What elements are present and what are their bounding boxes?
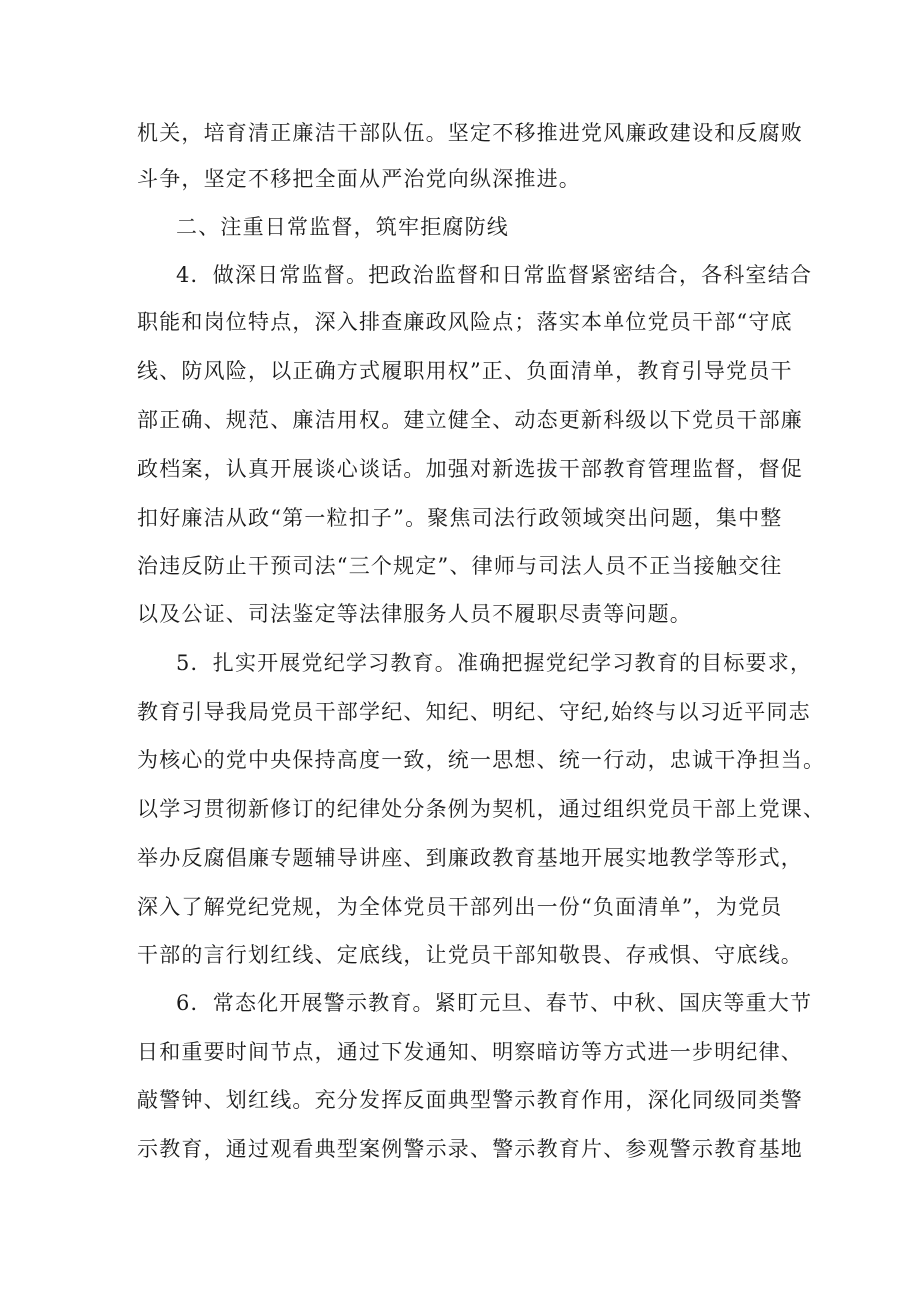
paragraph-line: 职能和岗位特点，深入排查廉政风险点；落实本单位党员干部“守底: [137, 310, 793, 334]
paragraph-line: 斗争，坚定不移把全面从严治党向纵深推进。: [137, 167, 581, 191]
paragraph-line: 日和重要时间节点，通过下发通知、明察暗访等方式进一步明纪律、: [137, 1040, 803, 1064]
paragraph-line: 治违反防止干预司法“三个规定”、律师与司法人员不正当接触交往: [137, 554, 783, 578]
paragraph-line: 干部的言行划红线、定底线，让党员干部知敬畏、存戒惧、守底线。: [137, 943, 803, 967]
paragraph-line: 4．做深日常监督。把政治监督和日常监督紧密结合，各科室结合: [176, 263, 813, 287]
paragraph-line: 为核心的党中央保持高度一致，统一思想、统一行动，忠诚干净担当。: [137, 748, 826, 772]
paragraph-line: 部正确、规范、廉洁用权。建立健全、动态更新科级以下党员干部廉: [137, 408, 803, 432]
paragraph-line: 机关，培育清正廉洁干部队伍。坚定不移推进党风廉政建设和反腐败: [137, 121, 803, 145]
paragraph-line: 6．常态化开展警示教育。紧盯元旦、春节、中秋、国庆等重大节: [176, 991, 813, 1015]
paragraph-line: 扣好廉洁从政“第一粒扣子”。聚焦司法行政领域突出问题，集中整: [137, 506, 783, 530]
paragraph-line: 线、防风险，以正确方式履职用权”正、负面清单，教育引导党员干: [137, 359, 793, 383]
paragraph-line: 5．扎实开展党纪学习教育。准确把握党纪学习教育的目标要求，: [176, 651, 813, 675]
paragraph-line: 以学习贯彻新修订的纪律处分条例为契机，通过组织党员干部上党课、: [137, 797, 826, 821]
paragraph-line: 政档案，认真开展谈心谈话。加强对新选拔干部教育管理监督，督促: [137, 457, 803, 481]
paragraph-line: 举办反腐倡廉专题辅导讲座、到廉政教育基地开展实地教学等形式，: [137, 846, 803, 870]
paragraph-line: 教育引导我局党员干部学纪、知纪、明纪、守纪,始终与以习近平同志: [137, 700, 811, 724]
paragraph-line: 深入了解党纪党规，为全体党员干部列出一份“负面清单”，为党员: [137, 895, 783, 919]
paragraph-line: 以及公证、司法鉴定等法律服务人员不履职尽责等问题。: [137, 602, 692, 626]
paragraph-line: 示教育，通过观看典型案例警示录、警示教育片、参观警示教育基地: [137, 1137, 803, 1161]
paragraph-line: 敲警钟、划红线。充分发挥反面典型警示教育作用，深化同级同类警: [137, 1088, 803, 1112]
section-heading: 二、注重日常监督，筑牢拒腐防线: [176, 215, 509, 239]
